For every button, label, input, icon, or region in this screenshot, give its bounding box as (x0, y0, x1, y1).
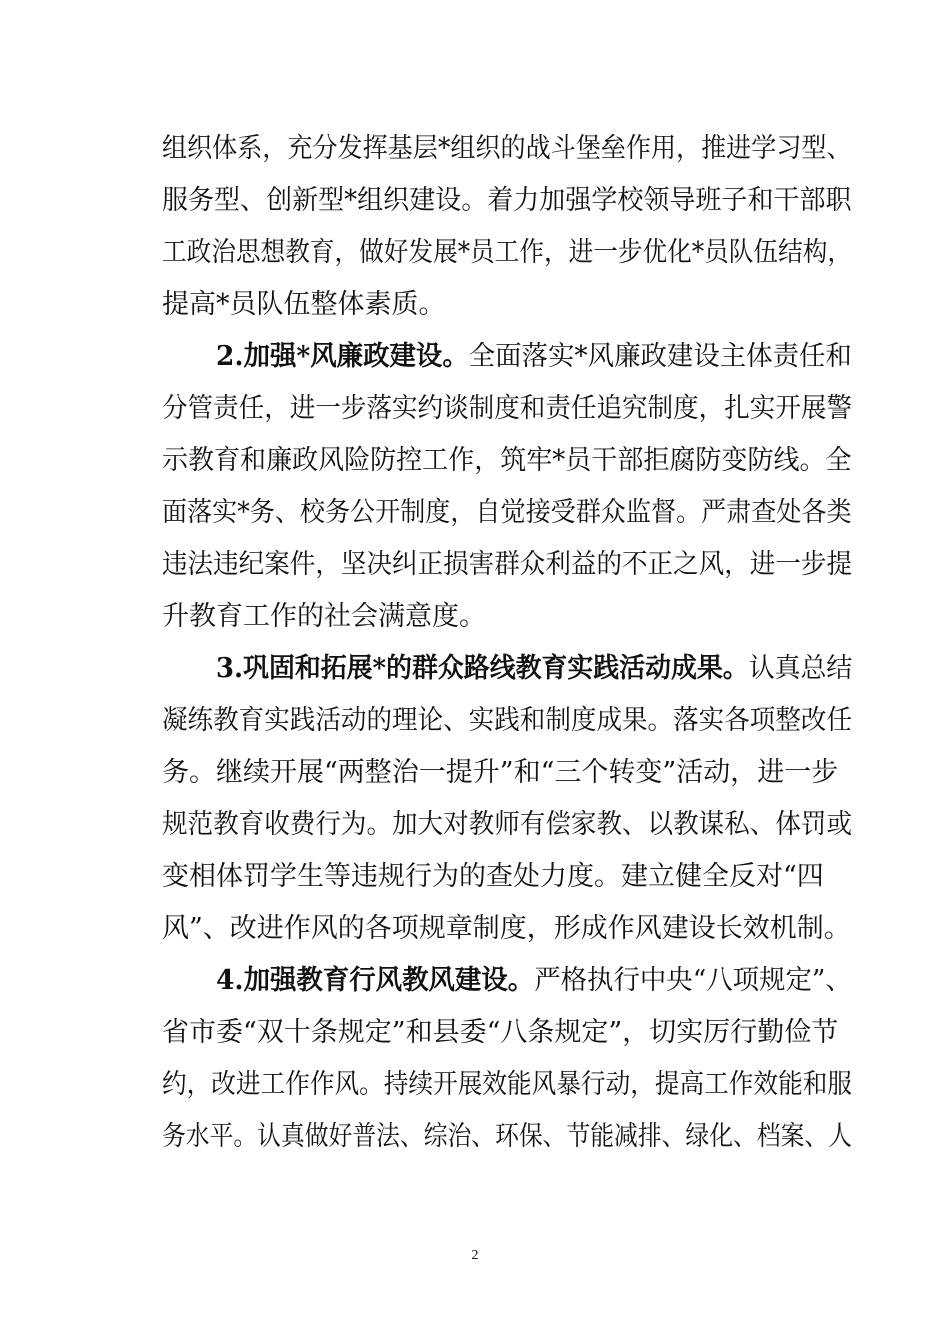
text-line (162, 542, 852, 588)
section-4-heading-line (216, 958, 852, 1004)
line-text: 工政治思想教育，做好发展*员工作，进一步优化*员队伍结构， (162, 237, 853, 268)
line-text: 务水平。认真做好普法、综治、环保、节能减排、绿化、档案、人 (162, 1121, 852, 1152)
section-2-heading-line (216, 334, 852, 380)
section-3-heading-line (216, 646, 852, 692)
line-text: 全面落实*风廉政建设主体责任和 (468, 341, 852, 372)
line-text: 服务型、创新型*组织建设。着力加强学校领导班子和干部职 (162, 185, 852, 216)
line-text: 分管责任，进一步落实约谈制度和责任追究制度，扎实开展警 (162, 393, 852, 424)
text-line (162, 126, 852, 172)
line-text: 约，改进工作作风。持续开展效能风暴行动，提高工作效能和服 (162, 1069, 853, 1100)
line-text: 省市委“双十条规定”和县委“八条规定”，切实厉行勤俭节 (162, 1017, 839, 1048)
text-line (162, 802, 852, 848)
line-text: 示教育和廉政风险防控工作，筑牢*员干部拒腐防变防线。全 (162, 445, 852, 476)
text-line (162, 1114, 852, 1160)
text-line (162, 1010, 838, 1056)
line-text: 提高*员队伍整体素质。 (162, 289, 446, 320)
text-line (162, 750, 838, 796)
page-number: 2 (471, 1248, 479, 1263)
line-text: 面落实*务、校务公开制度，自觉接受群众监督。严肃查处各类 (162, 497, 852, 528)
text-line (162, 1062, 852, 1108)
line-text: 违法违纪案件，坚决纠正损害群众利益的不正之风，进一步提 (162, 549, 852, 580)
section-heading: 2.加强*风廉政建设。 (216, 341, 469, 372)
line-text: 严格执行中央“八项规定”、 (534, 965, 852, 996)
text-line (162, 594, 486, 640)
line-text: 认真总结 (748, 653, 853, 684)
line-text: 凝练教育实践活动的理论、实践和制度成果。落实各项整改任 (162, 705, 852, 736)
text-line (162, 178, 852, 224)
text-line (162, 698, 852, 744)
text-line (162, 438, 852, 484)
text-line (162, 282, 446, 328)
text-line (162, 386, 852, 432)
text-line (162, 854, 824, 900)
section-heading: 4.加强教育行风教风建设。 (216, 965, 535, 996)
line-text: 变相体罚学生等违规行为的查处力度。建立健全反对“四 (162, 861, 824, 892)
text-line (162, 906, 851, 952)
line-text: 规范教育收费行为。加大对教师有偿家教、以教谋私、体罚或 (162, 809, 852, 840)
section-heading: 3.巩固和拓展*的群众路线教育实践活动成果。 (216, 653, 749, 684)
line-text: 组织体系，充分发挥基层*组织的战斗堡垒作用，推进学习型、 (162, 133, 852, 164)
line-text: 务。继续开展“两整治一提升”和“三个转变”活动，进一步 (162, 757, 839, 788)
line-text: 风”、改进作风的各项规章制度，形成作风建设长效机制。 (162, 913, 851, 944)
text-line (162, 490, 852, 536)
line-text: 升教育工作的社会满意度。 (162, 601, 486, 632)
text-line (162, 230, 852, 276)
